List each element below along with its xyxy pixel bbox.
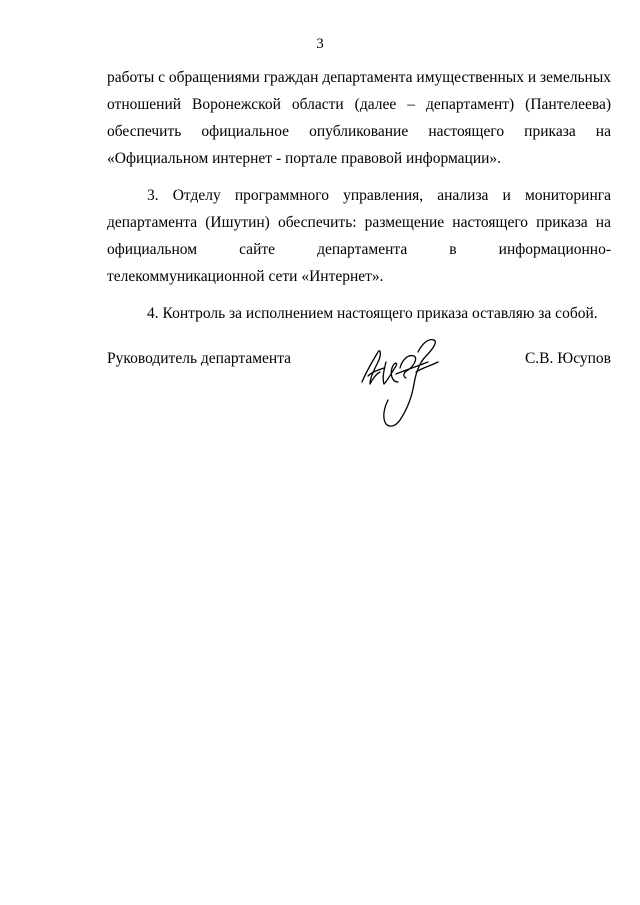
signatory-name: С.В. Юсупов [524,350,611,367]
page-number: 3 [316,36,324,52]
continuation-line: отношений Воронежской области (далее – департамент) (Пантелеева) [107,96,611,113]
document-body [107,64,611,327]
paragraph-gap [107,290,611,300]
paragraph-gap [107,172,611,182]
signatory-title: Руководитель департамента [107,350,292,367]
continuation-line: работы с обращениями граждан департамента имущественных и земельных [107,69,611,86]
continuation-paragraph [107,64,611,172]
item-3-paragraph: 3. Отделу программного управления, анализа и мониторинга департамента (Ишутин) обеспечить: размещение настоящего приказа на официальном сайте департамента в информационно-телекоммуникационной сети «Интернет». [107,187,611,285]
continuation-line: обеспечить официальное опубликование настоящего приказа на [107,123,611,140]
handwritten-signature [356,332,452,432]
continuation-line: «Официальном интернет - портале правовой информации». [107,150,502,167]
item-4-paragraph: 4. Контроль за исполнением настоящего приказа оставляю за собой. [147,305,598,322]
